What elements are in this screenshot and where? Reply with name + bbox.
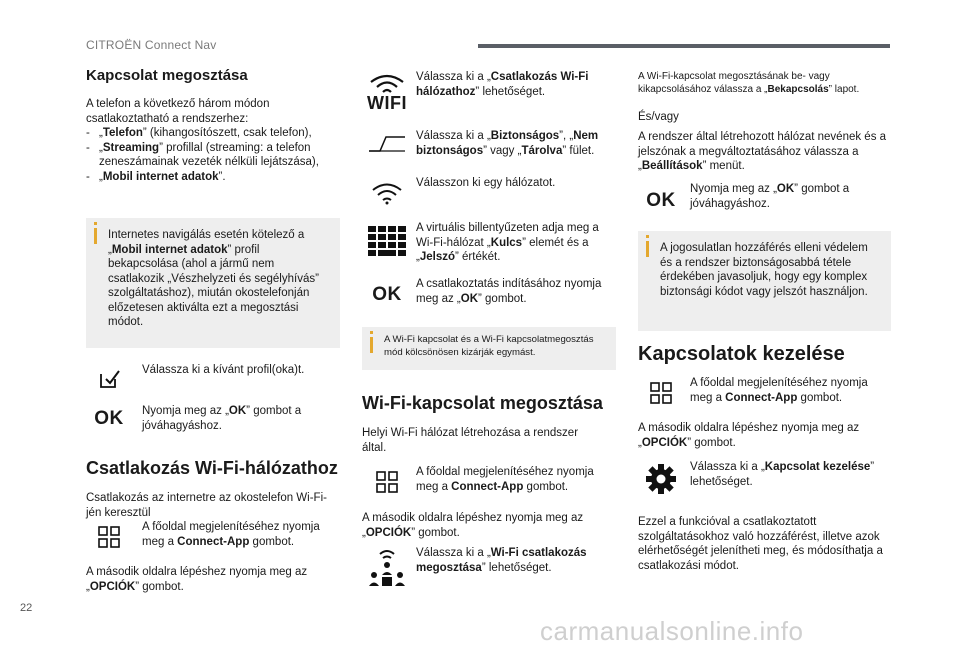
step-confirm: OK Nyomja meg az „OK” gombot a jóváhagyáshoz. — [638, 182, 894, 220]
page-number: 22 — [20, 602, 33, 614]
and-or-text: És/vagy — [638, 111, 679, 123]
step-select-network: Válasszon ki egy hálózatot. — [362, 176, 618, 210]
step-confirm: OK Nyomja meg az „OK” gombot a jóváhagyáshoz. — [86, 400, 346, 438]
step-wifi-share: Válassza ki a „Wi-Fi csatlakozás megosztása” lehetőséget. — [362, 546, 618, 590]
keyboard-icon — [362, 221, 412, 261]
wifi-intro: Csatlakozás az internetre az okostelefon Wi-Fi-jén keresztül — [86, 492, 327, 519]
checkbox-icon — [86, 360, 132, 398]
apps-grid-icon — [362, 465, 412, 499]
wifi-signal-icon — [362, 176, 412, 210]
section-title-manage-connections: Kapcsolatok kezelése — [638, 343, 845, 365]
list-item: - „Mobil internet adatok”. — [86, 170, 336, 185]
second-page-text: A második oldalra lépéshez nyomja meg az „OPCIÓK” gombot. — [638, 422, 860, 449]
step-connect-app: A főoldal megjelenítéséhez nyomja meg a Connect-App gombot. — [638, 376, 894, 410]
info-icon — [94, 228, 97, 244]
tabs-icon — [362, 129, 412, 159]
share-intro: Helyi Wi-Fi hálózat létrehozása a rendszer által. — [362, 427, 579, 454]
section-title-wifi-connect: Csatlakozás Wi-Fi-hálózathoz — [86, 458, 338, 478]
second-page-text: A második oldalra lépéshez nyomja meg az „OPCIÓK” gombot. — [86, 566, 308, 593]
watermark: carmanualsonline.info — [540, 616, 804, 646]
list-item: - „Streaming” profillal (streaming: a telefon zeneszámainak vezeték nélküli lejátszása), — [86, 141, 336, 170]
section-title-connection-sharing: Kapcsolat megosztása — [86, 67, 248, 84]
toggle-sharing-text: A Wi-Fi-kapcsolat megosztásának be- vagy kikapcsolásához válassza a „Bekapcsolás” lapot. — [638, 71, 860, 95]
step-start-connection: OK A csatlakoztatás indításához nyomja meg az „OK” gombot. — [362, 277, 618, 313]
step-connect-app: A főoldal megjelenítéséhez nyomja meg a Connect-App gombot. — [86, 520, 346, 554]
step-manage-connection: Válassza ki a „Kapcsolat kezelése” lehetőséget. — [638, 460, 894, 498]
apps-grid-icon — [638, 376, 684, 410]
intro-text: A telefon a következő három módon csatlakoztatható a rendszerhez: - „Telefon” (kihangosítószett, csak telefon), - „Streaming” profillal (streaming: a telefon zeneszámainak vezeték nélküli lejátszása), - „Mobil internet adatok”. — [86, 97, 336, 184]
ok-button-icon: OK — [646, 190, 676, 211]
hotspot-share-icon — [362, 546, 412, 590]
gear-icon — [638, 460, 684, 498]
info-note-text: Internetes navigálás esetén kötelező a „Mobil internet adatok” profil bekapcsolása (ahol a jármű nem csatlakozik „Vészhelyzeti és segélyhívás” szolgáltatáshoz), miután okostelefonján előzetesen aktiválta ezt a megosztási módot. — [108, 229, 319, 328]
step-enter-key: A virtuális billentyűzeten adja meg a Wi-Fi-hálózat „Kulcs” elemét és a „Jelszó” értékét. — [362, 221, 618, 265]
profile-list — [86, 126, 336, 184]
header-title: CITROËN Connect Nav — [86, 38, 217, 52]
second-page-text: A második oldalra lépéshez nyomja meg az „OPCIÓK” gombot. — [362, 512, 584, 539]
info-icon — [646, 241, 649, 257]
wifi-icon: WIFI — [362, 70, 412, 116]
step-security-tab: Válassza ki a „Biztonságos”, „Nem biztonságos” vagy „Tárolva” fület. — [362, 129, 618, 159]
info-note — [86, 218, 340, 348]
list-item: - „Telefon” (kihangosítószett, csak telefon), — [86, 126, 336, 141]
ok-button-icon: OK — [94, 408, 124, 429]
section-title-wifi-share: Wi-Fi-kapcsolat megosztása — [362, 393, 603, 413]
settings-text: A rendszer által létrehozott hálózat nevének és a jelszónak a megváltoztatásához válassza a „Beállítások” menüt. — [638, 131, 887, 172]
ok-button-icon: OK — [372, 284, 402, 305]
info-note-exclusive: A Wi-Fi kapcsolat és a Wi-Fi kapcsolatmegosztás mód kölcsönösen kizárják egymást. — [362, 327, 616, 370]
header-bar — [478, 44, 890, 48]
final-text: Ezzel a funkcióval a csatlakoztatott szolgáltatásokhoz való hozzáférést, illetve azok elérhetőségét jelenítheti meg, és módosíthatja a csatlakozási módot. — [638, 516, 883, 572]
step-select-profile: Válassza ki a kívánt profil(oka)t. — [86, 360, 346, 398]
step-wifi-connect: WIFI Válassza ki a „Csatlakozás Wi-Fi hálózathoz” lehetőséget. — [362, 70, 618, 116]
info-icon — [370, 337, 373, 353]
info-note-security: A jogosulatlan hozzáférés elleni védelem és a rendszer biztonságosabbá tétele érdekében javasoljuk, hogy egy komplex biztonsági kódot vagy jelszót használjon. — [638, 231, 891, 331]
apps-grid-icon — [86, 520, 132, 554]
step-connect-app: A főoldal megjelenítéséhez nyomja meg a Connect-App gombot. — [362, 465, 618, 499]
